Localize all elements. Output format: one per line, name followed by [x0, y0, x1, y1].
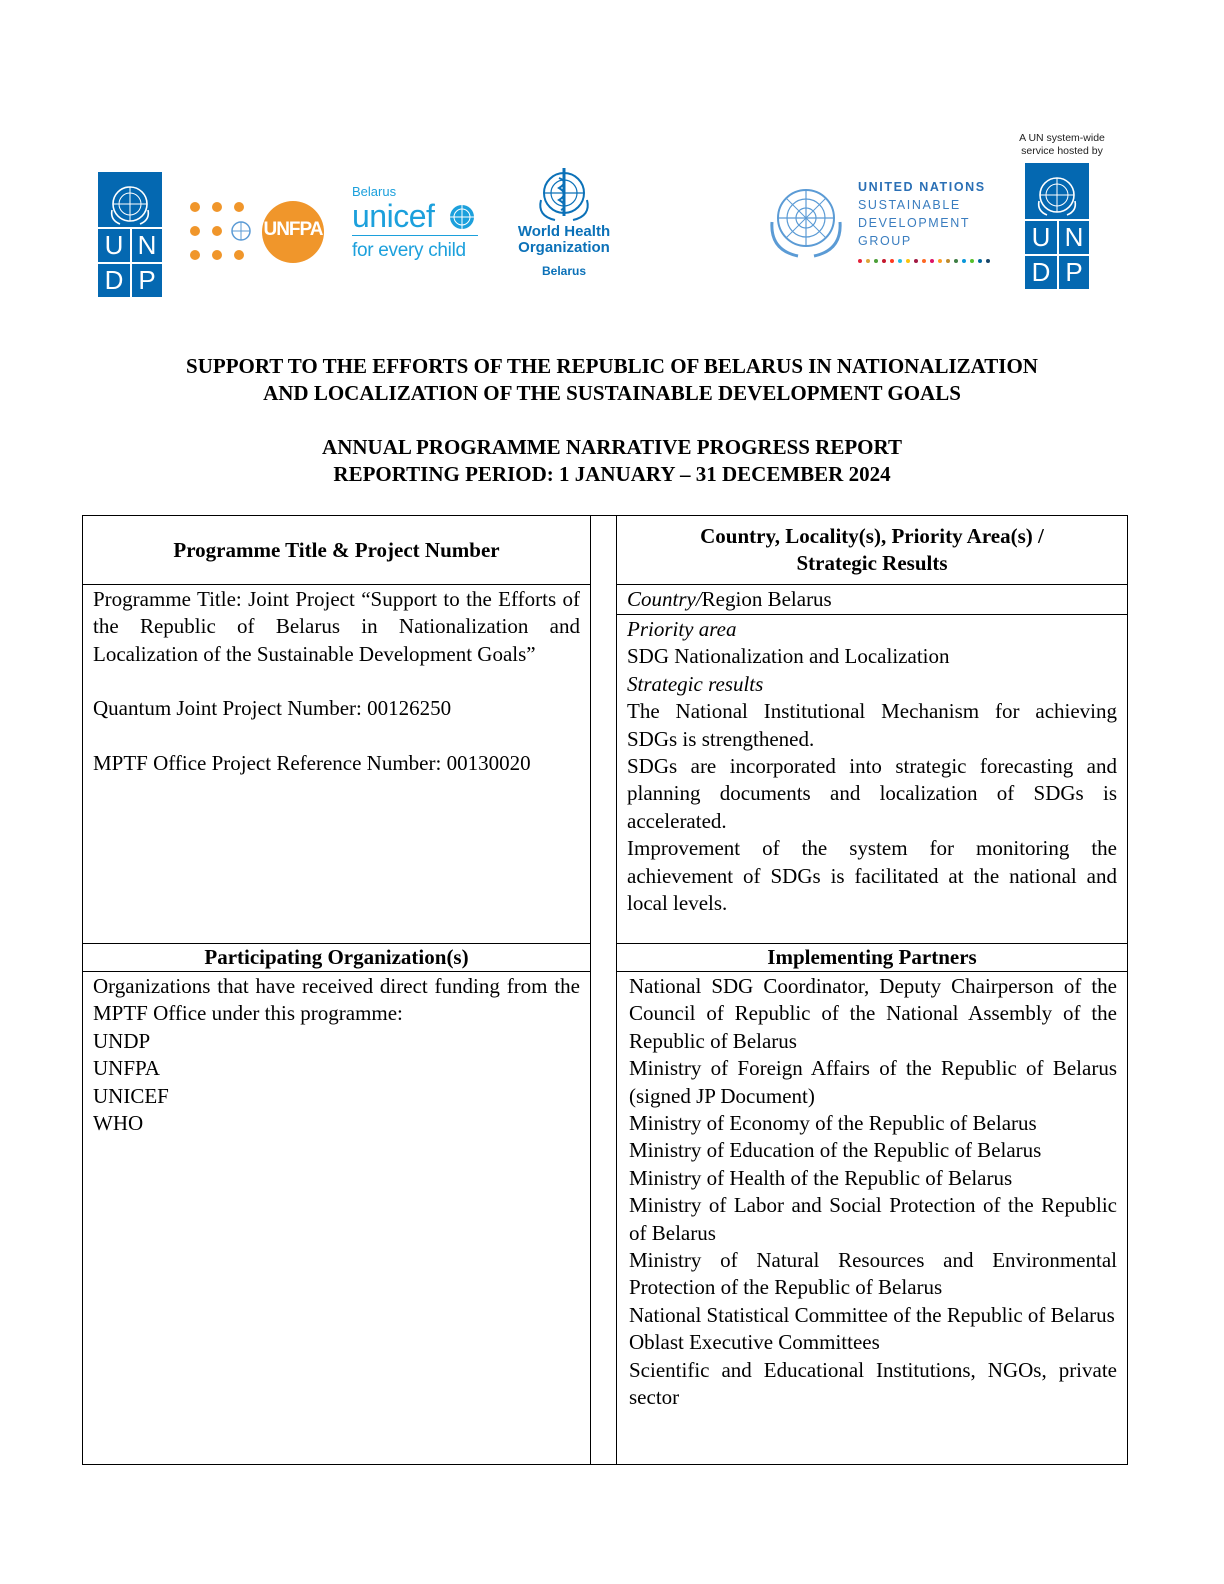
programme-info-table [82, 515, 1128, 1465]
who-name-line1: World Health [517, 223, 611, 240]
undp-letter: D [1025, 254, 1057, 289]
sdg-color-dots [858, 250, 994, 268]
sdg-color-dot [914, 259, 918, 263]
un-emblem-icon [1033, 171, 1081, 219]
unsdg-line3: DEVELOPMENT [858, 216, 971, 230]
partner-item: National Statistical Committee of the Republic of Belarus [629, 1302, 1115, 1327]
sdg-color-dot [874, 259, 878, 263]
partner-item: Ministry of Health of the Republic of Belarus [629, 1165, 1013, 1190]
undp-letter: P [1057, 254, 1089, 289]
partner-item: Ministry of Economy of the Republic of Belarus [629, 1111, 1037, 1136]
partner-item: National SDG Coordinator, Deputy Chairperson of the Council of Republic of the National Assembly of the Republic of Belarus [629, 974, 1117, 1053]
sdg-color-dot [882, 259, 886, 263]
programme-title-header-text: Programme Title & Project Number [173, 537, 500, 562]
unsdg-line1: UNITED NATIONS [858, 180, 986, 194]
undp-letter: U [1025, 219, 1057, 254]
spacer-column [590, 515, 617, 1465]
sdg-color-dot [978, 259, 982, 263]
who-logo [516, 166, 612, 278]
unsdg-emblem-icon [764, 178, 848, 262]
strategic-label: Strategic results [627, 671, 764, 696]
sdg-color-dot [866, 259, 870, 263]
partner-item: Ministry of Labor and Social Protection of the Republic of Belarus [629, 1193, 1117, 1245]
sdg-color-dot [986, 259, 990, 263]
unicef-wordmark: unicef [352, 198, 435, 234]
unicef-tagline: for every child [352, 240, 466, 261]
participating-org: UNFPA [93, 1056, 160, 1081]
sdg-color-dot [930, 259, 934, 263]
participating-org: UNICEF [93, 1083, 169, 1108]
subtitle-line2: REPORTING PERIOD: 1 JANUARY – 31 DECEMBER 2024 [333, 462, 891, 486]
unsdg-line2: SUSTAINABLE [858, 198, 961, 212]
programme-details-cell [82, 584, 591, 944]
sdg-color-dot [962, 259, 966, 263]
implementing-partners-header [616, 943, 1128, 972]
country-priority-header [616, 515, 1128, 585]
strategic-result: Improvement of the system for monitoring the achievement of SDGs is facilitated at the national and local levels. [627, 836, 1117, 916]
undp-letter: U [98, 227, 130, 262]
participating-orgs-cell [82, 971, 591, 1465]
participating-orgs-header [82, 943, 591, 972]
who-name-line2: Organization [518, 239, 610, 256]
priority-label: Priority area [627, 617, 737, 641]
partner-item: Ministry of Foreign Affairs of the Republic of Belarus (signed JP Document) [629, 1056, 1117, 1108]
strategic-result: The National Institutional Mechanism for achieving SDGs is strengthened. [627, 699, 1117, 751]
undp-letter: D [98, 262, 130, 297]
partners-header-text: Implementing Partners [767, 945, 977, 969]
programme-title-header [82, 515, 591, 585]
country-header-line2: Strategic Results [796, 551, 948, 575]
sdg-color-dot [938, 259, 942, 263]
participating-intro: Organizations that have received direct funding from the MPTF Office under this programme: [93, 974, 580, 1026]
country-header-line1: Country, Locality(s), Priority Area(s) / [700, 524, 1044, 548]
partner-item: Oblast Executive Committees [629, 1330, 880, 1355]
unicef-emblem-icon [447, 202, 477, 232]
quantum-number: Quantum Joint Project Number: 00126250 [93, 696, 452, 721]
undp-logo-right [1025, 163, 1089, 289]
sdg-color-dot [858, 259, 862, 263]
who-emblem-icon [533, 166, 595, 224]
implementing-partners-cell [616, 971, 1128, 1465]
hosted-note [1002, 132, 1122, 158]
sdg-color-dot [906, 259, 910, 263]
unfpa-dots-icon [187, 199, 257, 263]
partner-item: Ministry of Natural Resources and Environmental Protection of the Republic of Belarus [629, 1248, 1117, 1300]
unicef-country: Belarus [352, 184, 397, 199]
mptf-number: MPTF Office Project Reference Number: 00130020 [93, 750, 531, 775]
country-value: Region Belarus [701, 587, 832, 611]
hosted-note-line2: service hosted by [1021, 145, 1103, 157]
participating-org: UNDP [93, 1028, 151, 1053]
undp-letter: N [1057, 219, 1089, 254]
sdg-color-dot [946, 259, 950, 263]
partner-item: Scientific and Educational Institutions, NGOs, private sector [629, 1357, 1117, 1410]
title-line1: SUPPORT TO THE EFFORTS OF THE REPUBLIC OF BELARUS IN NATIONALIZATION [186, 354, 1038, 378]
report-subtitle [0, 434, 1224, 488]
unicef-divider [352, 235, 478, 236]
subtitle-line1: ANNUAL PROGRAMME NARRATIVE PROGRESS REPORT [322, 435, 902, 459]
sdg-color-dot [954, 259, 958, 263]
unfpa-logo-text: UNFPA [263, 219, 323, 240]
priority-value: SDG Nationalization and Localization [627, 644, 950, 669]
undp-letter: N [130, 227, 162, 262]
country-cell [616, 584, 1128, 615]
participating-org: WHO [93, 1111, 144, 1136]
country-label: Country/ [627, 587, 702, 611]
title-line2: AND LOCALIZATION OF THE SUSTAINABLE DEVELOPMENT GOALS [263, 381, 961, 405]
unsdg-line4: GROUP [858, 234, 912, 248]
document-title [0, 353, 1224, 407]
un-emblem-icon [106, 180, 154, 228]
undp-logo-left [98, 172, 162, 297]
priority-strategic-cell [616, 614, 1128, 944]
partner-item: Ministry of Education of the Republic of Belarus [629, 1138, 1042, 1163]
unsdg-wordmark [858, 178, 986, 250]
hosted-note-line1: A UN system-wide [1019, 132, 1105, 144]
who-country: Belarus [541, 264, 587, 278]
undp-letter: P [130, 262, 162, 297]
sdg-color-dot [970, 259, 974, 263]
programme-title-text: Programme Title: Joint Project “Support to the Efforts of the Republic of Belarus in Nationalization and Localization of the Sustainable Development Goals” [93, 587, 580, 666]
strategic-result: SDGs are incorporated into strategic forecasting and planning documents and localization of SDGs is accelerated. [627, 754, 1117, 833]
sdg-color-dot [898, 259, 902, 263]
sdg-color-dot [890, 259, 894, 263]
participating-header-text: Participating Organization(s) [204, 945, 469, 969]
sdg-color-dot [922, 259, 926, 263]
